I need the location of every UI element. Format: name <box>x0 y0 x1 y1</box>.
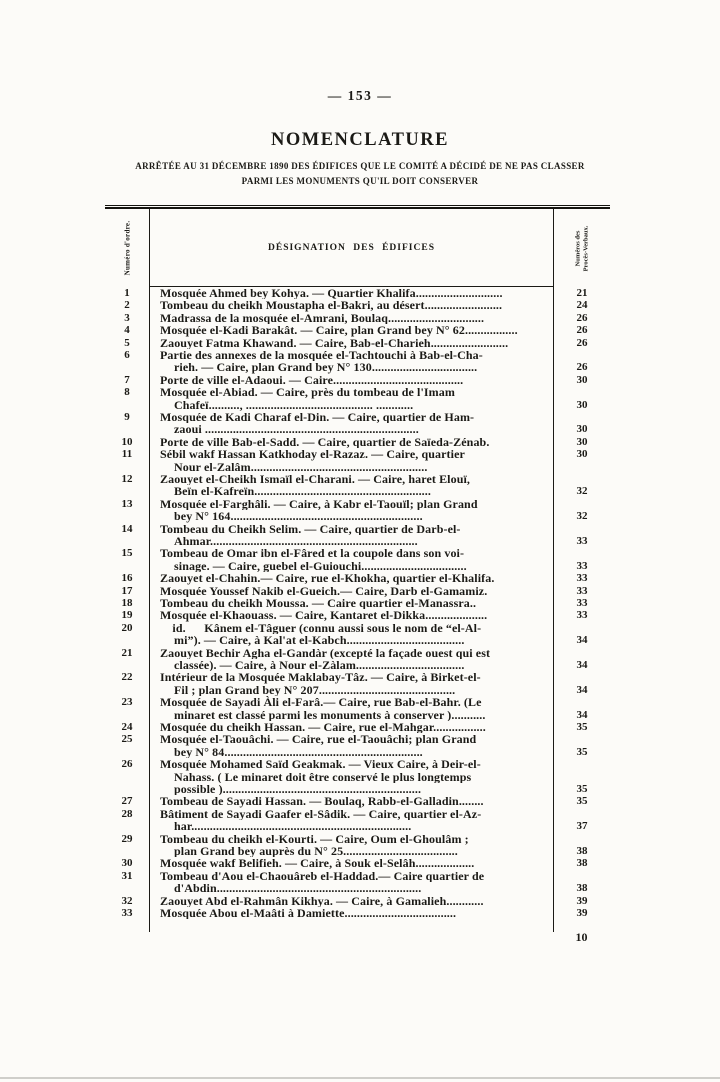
table-row <box>105 671 610 696</box>
entry-designation-line: Porte de ville el-Adaoui. — Caire.......................................... <box>160 373 464 387</box>
table-row <box>105 547 610 572</box>
entry-designation <box>150 572 553 584</box>
entry-designation-line: Nour el-Zalâm......................................................... <box>174 460 428 474</box>
entry-designation-line: Tombeau du cheikh Moustapha el-Bakri, au désert......................... <box>160 299 503 312</box>
entry-designation <box>150 312 553 324</box>
entry-designation <box>150 597 553 609</box>
entry-proces-verbal-number: 26 <box>553 324 610 336</box>
entry-order-number: 9 <box>105 411 150 436</box>
entry-order-number: 10 <box>105 436 150 448</box>
document-subtitle <box>46 159 674 189</box>
entry-designation-line: Zaouyet Abd el-Rahmân Kikhya. — Caire, à Gamalieh............ <box>160 894 484 908</box>
entry-proces-verbal-number: 24 <box>553 299 610 311</box>
entry-designation <box>150 585 553 597</box>
entry-order-number: 16 <box>105 572 150 584</box>
entry-designation <box>150 647 553 672</box>
entry-designation-line: Chafeï.........., ......................................... ............ <box>174 398 414 412</box>
entry-designation-line: Mosquée de Sayadi Àli el-Farâ.— Caire, rue Bab-el-Bahr. (Le <box>160 696 482 709</box>
entry-designation-line: Fil ; plan Grand bey N° 207............................................ <box>174 683 456 697</box>
entry-designation-line: zaoui ..................................................................... <box>174 423 419 436</box>
entry-designation <box>150 374 553 386</box>
table-row <box>105 833 610 858</box>
entry-order-number: 18 <box>105 597 150 609</box>
entry-designation <box>150 808 553 833</box>
entry-order-number: 19 <box>105 609 150 621</box>
entry-designation <box>150 833 553 858</box>
table-row <box>105 857 610 869</box>
entry-order-number: 5 <box>105 337 150 349</box>
entry-designation <box>150 299 553 311</box>
entry-designation-line: Mosquée du cheikh Hassan. — Caire, rue el-Mahgar................. <box>160 721 486 734</box>
entry-proces-verbal-number: 32 <box>553 473 610 498</box>
table-row <box>105 337 610 349</box>
entry-designation <box>150 324 553 336</box>
entry-designation <box>150 721 553 733</box>
entry-designation <box>150 907 553 919</box>
entry-proces-verbal-number: 38 <box>553 833 610 858</box>
subtitle-line-1: ARRÊTÉE AU 31 DÉCEMBRE 1890 DES ÉDIFICES QUE LE COMITÉ A DÉCIDÉ DE NE PAS CLASSER <box>135 161 585 171</box>
entry-designation-line: minaret est classé parmi les monuments à conserver )........... <box>174 708 486 721</box>
entry-proces-verbal-number: 38 <box>553 857 610 869</box>
table-row <box>105 622 610 647</box>
entry-designation-line: Tombeau de Sayadi Hassan. — Boulaq, Rabb-el-Galladin........ <box>160 795 484 808</box>
table-row <box>105 411 610 436</box>
entry-designation-line: classée). — Caire, à Nour el-Zàlam................................... <box>174 659 465 672</box>
table-row <box>105 758 610 795</box>
entry-proces-verbal-number: 35 <box>553 758 610 795</box>
entry-designation <box>150 733 553 758</box>
entry-order-number: 29 <box>105 833 150 858</box>
entry-designation <box>150 870 553 895</box>
entry-order-number: 27 <box>105 795 150 807</box>
entry-designation-line: Madrassa de la mosquée el-Amrani, Boulaq............................... <box>160 311 485 325</box>
table-header-row <box>105 209 610 287</box>
entry-designation-line: Mosquée wakf Belifieh. — Caire, à Souk el-Selâh................... <box>160 857 475 870</box>
table-row <box>105 287 610 299</box>
entry-order-number: 12 <box>105 473 150 498</box>
entry-designation-line: Tombeau d'Aou el-Chaouâreb el-Haddad.— Caire quartier de <box>160 869 485 883</box>
entry-designation-line: possible )................................................................ <box>174 783 422 796</box>
entry-designation <box>150 386 553 411</box>
entry-proces-verbal-number: 33 <box>553 597 610 609</box>
entry-designation-line: Mosquée el-Taouâchi. — Caire, rue el-Taouâchi; plan Grand <box>160 733 477 746</box>
entry-proces-verbal-number: 32 <box>553 498 610 523</box>
entry-order-number: 21 <box>105 647 150 672</box>
entry-proces-verbal-number: 34 <box>553 647 610 672</box>
entry-proces-verbal-number: 37 <box>553 808 610 833</box>
table-row <box>105 907 610 919</box>
entry-order-number: 15 <box>105 547 150 572</box>
designation-column-header: DÉSIGNATION DES ÉDIFICES <box>150 209 553 287</box>
entry-proces-verbal-number: 30 <box>553 386 610 411</box>
entry-proces-verbal-number: 34 <box>553 622 610 647</box>
table-body <box>105 287 610 919</box>
entry-proces-verbal-number: 35 <box>553 795 610 807</box>
entry-proces-verbal-number: 33 <box>553 572 610 584</box>
table-row <box>105 312 610 324</box>
entry-designation <box>150 795 553 807</box>
entry-designation-line: Partie des annexes de la mosquée el-Tachtouchi à Bab-el-Cha- <box>160 349 483 362</box>
entry-designation-line: id. Kânem el-Tâguer (connu aussi sous le nom de “el-Al- <box>160 621 482 635</box>
entry-designation-line: bey N° 84................................................................ <box>174 745 423 759</box>
entry-designation-line: sinage. — Caire, guebel el-Guiouchi.................................. <box>174 559 467 573</box>
entry-proces-verbal-number: 34 <box>553 696 610 721</box>
entry-designation <box>150 448 553 473</box>
document-title: NOMENCLATURE <box>271 130 449 150</box>
entry-designation-line: Mosquée el-Farghâli. — Caire, à Kabr el-Taouïl; plan Grand <box>160 497 478 511</box>
table-row <box>105 795 610 807</box>
entry-designation-line: Ahmar................................................................... <box>174 535 418 548</box>
entry-proces-verbal-number: 35 <box>553 733 610 758</box>
entry-order-number: 28 <box>105 808 150 833</box>
entry-designation-line: d'Abdin.................................................................. <box>174 882 422 895</box>
entry-proces-verbal-number: 30 <box>553 436 610 448</box>
entry-proces-verbal-number: 39 <box>553 907 610 919</box>
entry-designation-line: Mosquée el-Khaouass. — Caire, Kantaret el-Dikka.................... <box>160 609 488 622</box>
entry-designation <box>150 622 553 647</box>
entry-designation-line: Tombeau du cheikh el-Kourti. — Caire, Oum el-Ghoulâm ; <box>160 832 469 846</box>
entry-designation-line: Porte de ville Bab-el-Sadd. — Caire, quartier de Saïeda-Zénab. <box>160 435 490 449</box>
entry-designation <box>150 337 553 349</box>
entry-order-number: 1 <box>105 287 150 299</box>
entry-designation-line: Zaouyet Bechir Agha el-Gandàr (excepté la façade ouest qui est <box>160 646 491 660</box>
entry-designation-line: Mosquée Abou el-Maâti à Damiette.................................... <box>160 907 457 920</box>
entry-order-number: 26 <box>105 758 150 795</box>
entry-designation-line: har....................................................................... <box>174 820 412 833</box>
entry-designation-line: rieh. — Caire, plan Grand bey N° 130.................................. <box>174 361 478 374</box>
entry-proces-verbal-number: 39 <box>553 895 610 907</box>
entry-designation-line: Intérieur de la Mosquée Maklabay-Tâz. — Caire, à Birket-el- <box>160 671 481 684</box>
page-number: — 153 — <box>327 88 393 103</box>
scan-edge-artifact <box>0 1077 720 1079</box>
table-row <box>105 436 610 448</box>
entry-designation <box>150 436 553 448</box>
entry-designation <box>150 609 553 621</box>
entry-proces-verbal-number: 34 <box>553 671 610 696</box>
table-row <box>105 647 610 672</box>
proces-verbaux-column-header: Numéros des Procès-Verbaux. <box>553 209 610 287</box>
table-row <box>105 696 610 721</box>
entry-designation-line: bey N° 164.............................................................. <box>174 510 423 523</box>
entry-designation-line: Mosquée el-Abiad. — Caire, près du tombeau de l'Imam <box>160 386 455 399</box>
entry-order-number: 8 <box>105 386 150 411</box>
subtitle-line-2: PARMI LES MONUMENTS QU'IL DOIT CONSERVER <box>241 176 479 186</box>
table-row <box>105 473 610 498</box>
table-row <box>105 448 610 473</box>
entry-proces-verbal-number: 33 <box>553 609 610 621</box>
nomenclature-table <box>105 205 610 932</box>
entry-proces-verbal-number: 33 <box>553 547 610 572</box>
entry-designation-line: Mosquée Youssef Nakib el-Gueich.— Caire, Darb el-Gamamiz. <box>160 584 488 597</box>
entry-designation-line: Zaouyet el-Cheikh Ismaïl el-Charani. — Caire, haret Elouï, <box>160 473 471 486</box>
entry-order-number: 17 <box>105 585 150 597</box>
entry-proces-verbal-number: 30 <box>553 374 610 386</box>
entry-designation <box>150 349 553 374</box>
entry-proces-verbal-number: 26 <box>553 312 610 324</box>
printer-signature-mark: 10 <box>575 930 588 944</box>
entry-order-number: 2 <box>105 299 150 311</box>
entry-order-number: 25 <box>105 733 150 758</box>
entry-order-number: 4 <box>105 324 150 336</box>
entry-designation-line: Zaouyet Fatma Khawand. — Caire, Bab-el-Charieh......................... <box>160 336 509 350</box>
entry-proces-verbal-number: 35 <box>553 721 610 733</box>
table-row <box>105 585 610 597</box>
table-footer-spacer <box>105 919 610 932</box>
table-row <box>105 349 610 374</box>
entry-proces-verbal-number: 30 <box>553 448 610 473</box>
table-row <box>105 733 610 758</box>
entry-designation-line: Tombeau du Cheikh Selim. — Caire, quartier de Darb-el- <box>160 522 461 535</box>
table-row <box>105 808 610 833</box>
entry-designation <box>150 895 553 907</box>
entry-designation-line: Mosquée de Kadi Charaf el-Din. — Caire, quartier de Ham- <box>160 411 475 424</box>
order-number-column-header: Numéro d'ordre. <box>105 209 150 287</box>
table-row <box>105 324 610 336</box>
entry-order-number: 14 <box>105 523 150 548</box>
entry-designation-line: Tombeau de Omar ibn el-Fâred et la coupole dans son voi- <box>160 547 465 560</box>
entry-proces-verbal-number: 33 <box>553 585 610 597</box>
entry-proces-verbal-number: 33 <box>553 523 610 548</box>
entry-designation <box>150 498 553 523</box>
entry-order-number: 7 <box>105 374 150 386</box>
entry-proces-verbal-number: 21 <box>553 287 610 299</box>
entry-order-number: 11 <box>105 448 150 473</box>
table-row <box>105 895 610 907</box>
table-row <box>105 299 610 311</box>
entry-order-number: 22 <box>105 671 150 696</box>
table-row <box>105 721 610 733</box>
entry-proces-verbal-number: 26 <box>553 337 610 349</box>
entry-order-number: 6 <box>105 349 150 374</box>
entry-designation-line: Zaouyet el-Chahin.— Caire, rue el-Khokha, quartier el-Khalifa. <box>160 572 495 585</box>
entry-designation <box>150 857 553 869</box>
entry-order-number: 24 <box>105 721 150 733</box>
table-row <box>105 597 610 609</box>
entry-designation-line: Nahass. ( Le minaret doit être conservé le plus longtemps <box>174 770 472 783</box>
entry-designation-line: mi”). — Caire, à Kal'at el-Kabch...................................... <box>174 634 465 647</box>
entry-designation-line: Bâtiment de Sayadi Gaafer el-Sâdik. — Caire, quartier el-Az- <box>160 807 482 821</box>
entry-designation-line: Mosquée Ahmed bey Kohya. — Quartier Khalifa............................ <box>160 287 503 300</box>
entry-proces-verbal-number: 38 <box>553 870 610 895</box>
table-row <box>105 572 610 584</box>
entry-designation-line: plan Grand bey auprès du N° 25..................................... <box>174 845 458 858</box>
entry-designation-line: Beïn el-Kafreïn......................................................... <box>174 485 431 498</box>
entry-order-number: 33 <box>105 907 150 919</box>
entry-designation <box>150 411 553 436</box>
entry-order-number: 31 <box>105 870 150 895</box>
entry-order-number: 23 <box>105 696 150 721</box>
table-row <box>105 374 610 386</box>
entry-proces-verbal-number: 26 <box>553 349 610 374</box>
entry-order-number: 3 <box>105 312 150 324</box>
entry-designation <box>150 547 553 572</box>
table-row <box>105 609 610 621</box>
table-row <box>105 498 610 523</box>
entry-designation <box>150 671 553 696</box>
entry-proces-verbal-number: 30 <box>553 411 610 436</box>
entry-designation <box>150 473 553 498</box>
entry-designation-line: Tombeau du cheikh Moussa. — Caire quartier el-Manassra.. <box>160 597 477 610</box>
entry-designation-line: Mosquée el-Kadi Barakât. — Caire, plan Grand bey N° 62................. <box>160 324 518 337</box>
entry-order-number: 32 <box>105 895 150 907</box>
table-row <box>105 523 610 548</box>
entry-designation-line: Sébil wakf Hassan Katkhoday el-Razaz. — Caire, quartier <box>160 448 465 461</box>
entry-designation <box>150 287 553 299</box>
entry-designation-line: Mosquée Mohamed Saïd Geakmak. — Vieux Caire, à Deir-el- <box>160 758 481 771</box>
entry-order-number: 30 <box>105 857 150 869</box>
entry-order-number: 13 <box>105 498 150 523</box>
table-row <box>105 870 610 895</box>
entry-order-number: 20 <box>105 622 150 647</box>
entry-designation <box>150 758 553 795</box>
table-row <box>105 386 610 411</box>
entry-designation <box>150 696 553 721</box>
entry-designation <box>150 523 553 548</box>
